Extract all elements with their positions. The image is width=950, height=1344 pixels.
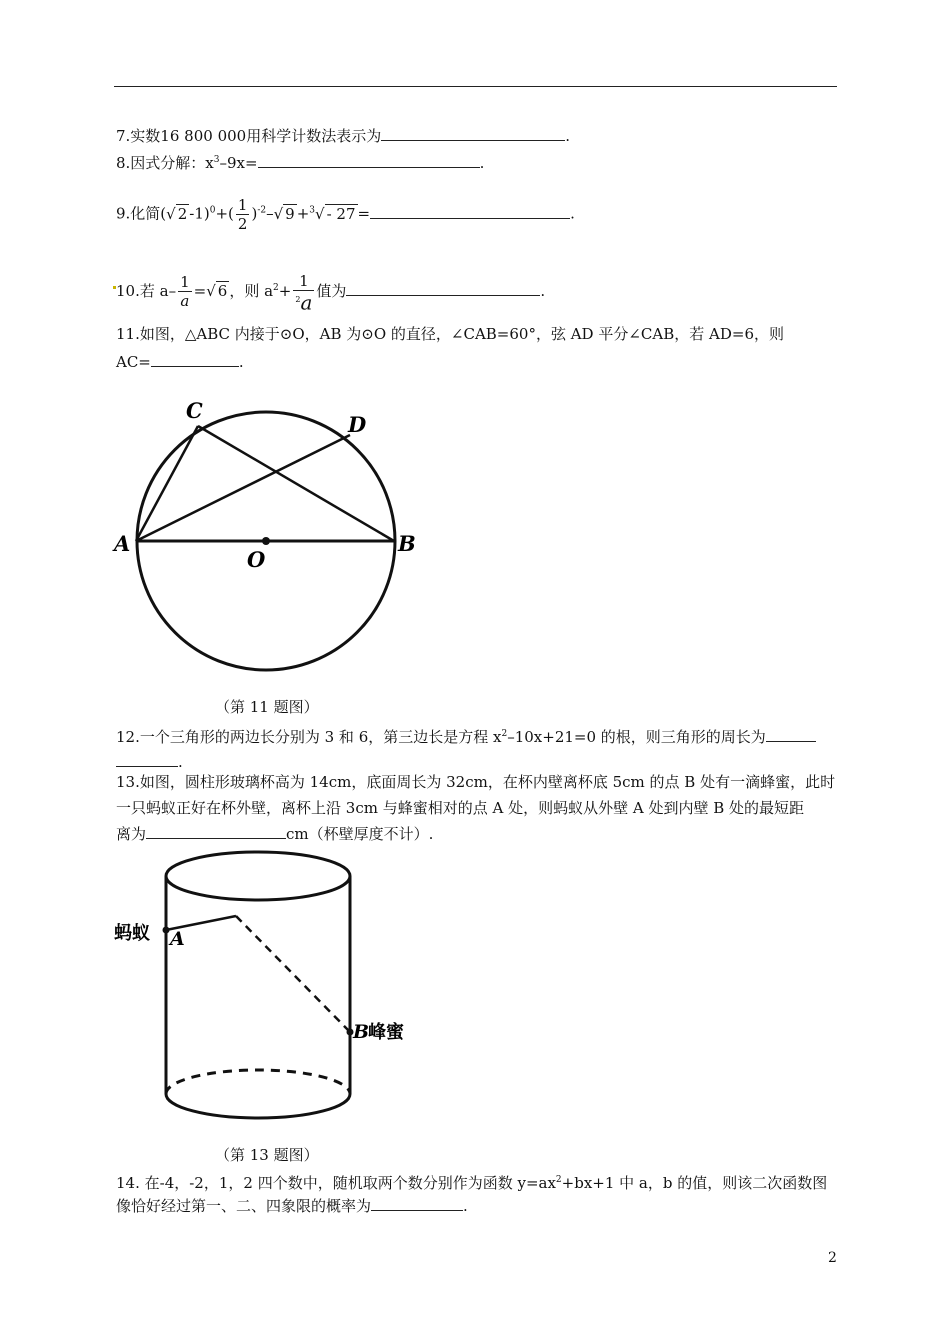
header-rule: [114, 86, 837, 87]
label-d: D: [348, 412, 367, 437]
cylinder-bottom-back-arc: [166, 1070, 350, 1094]
page-number: 2: [828, 1250, 837, 1266]
label-a-13: A: [170, 928, 185, 950]
question-14-line-2: 像恰好经过第一、二、四象限的概率为 .: [116, 1197, 468, 1215]
label-o: O: [247, 547, 266, 572]
answer-blank-8[interactable]: [258, 153, 480, 168]
sqrt-6: √ 6: [206, 281, 228, 300]
figure-11-caption: （第 11 题图）: [215, 698, 319, 716]
path-rim-to-b: [236, 916, 350, 1032]
question-12-line-2: .: [116, 752, 183, 772]
answer-blank-12b[interactable]: [116, 752, 178, 767]
chord-ac: [136, 426, 198, 541]
question-11-line-2: AC= .: [116, 353, 244, 371]
cylinder-top-ellipse: [166, 852, 350, 900]
answer-blank-11[interactable]: [151, 352, 239, 367]
figure-13-caption: （第 13 题图）: [215, 1146, 319, 1164]
question-10: 10.若 a– $\frac{1}{a}$ =√ 6 ，则 $a^2+$ $\frac{1}{^2a}$ 值为 .: [116, 272, 546, 315]
center-point-o: [262, 537, 270, 545]
label-honey: 峰蜜: [368, 1022, 404, 1043]
answer-blank-13[interactable]: [146, 824, 286, 839]
sqrt-2: √ 2: [166, 204, 188, 223]
label-c: C: [186, 398, 203, 423]
label-ant: 蚂蚁: [114, 923, 150, 944]
figure-13-cylinder: [110, 846, 430, 1136]
question-9: 9.化简(√ 2 -1)$^0$+( $\frac{1}{2}$ )$^{-2}$–√ 9 +$^3$√ - 27 = .: [116, 196, 575, 233]
sqrt-9: √ 9: [273, 204, 295, 223]
question-12-line-1: 12.一个三角形的两边长分别为 3 和 6，第三边长是方程 $x^2-10x+21=0$ 的根，则三角形的周长为: [116, 724, 816, 747]
answer-blank-9[interactable]: [370, 204, 570, 219]
point-a: [163, 927, 170, 934]
question-13-line-3: 离为 cm（杯壁厚度不计）.: [116, 825, 434, 843]
label-b-13: B: [353, 1021, 370, 1043]
chord-ad: [136, 435, 350, 541]
answer-blank-14[interactable]: [371, 1196, 463, 1211]
fraction-one-over-a-squared: $\frac{1}{^2a}$: [295, 272, 313, 315]
question-7: 7.实数16 800 000用科学计数法表示为 .: [116, 127, 570, 145]
chord-cb: [198, 426, 394, 541]
fraction-one-over-a: $\frac{1}{a}$: [180, 273, 190, 311]
question-11-line-1: 11.如图，△ABC 内接于⊙O，AB 为⊙O 的直径，∠CAB=60°，弦 AD 平分∠CAB，若 AD=6，则: [116, 325, 784, 343]
answer-blank-10[interactable]: [346, 281, 540, 296]
figure-11-circle: [110, 392, 430, 682]
label-b: B: [398, 531, 416, 556]
question-13-line-2: 一只蚂蚁正好在杯外壁，离杯上沿 3cm 与蜂蜜相对的点 A 处，则蚂蚁从外壁 A 处到内壁 B 处的最短距: [116, 799, 805, 817]
cube-root-minus-27: √ - 27: [315, 204, 356, 223]
question-13-line-1: 13.如图，圆柱形玻璃杯高为 14cm，底面周长为 32cm，在杯内壁离杯底 5cm 的点 B 处有一滴蜂蜜，此时: [116, 773, 836, 791]
question-14-line-1: 14. 在-4，-2，1，2 四个数中，随机取两个数分别作为函数 $y=ax^2+bx+1$ 中 a，b 的值，则该二次函数图: [116, 1174, 828, 1192]
answer-blank-12a[interactable]: [766, 727, 816, 742]
cylinder-bottom-front-arc: [166, 1094, 350, 1118]
answer-blank-7[interactable]: [381, 126, 565, 141]
question-8: 8.因式分解：$x^3-9x=$ .: [116, 154, 485, 172]
label-a: A: [114, 531, 131, 556]
fraction-one-half: $\frac{1}{2}$: [237, 196, 248, 233]
